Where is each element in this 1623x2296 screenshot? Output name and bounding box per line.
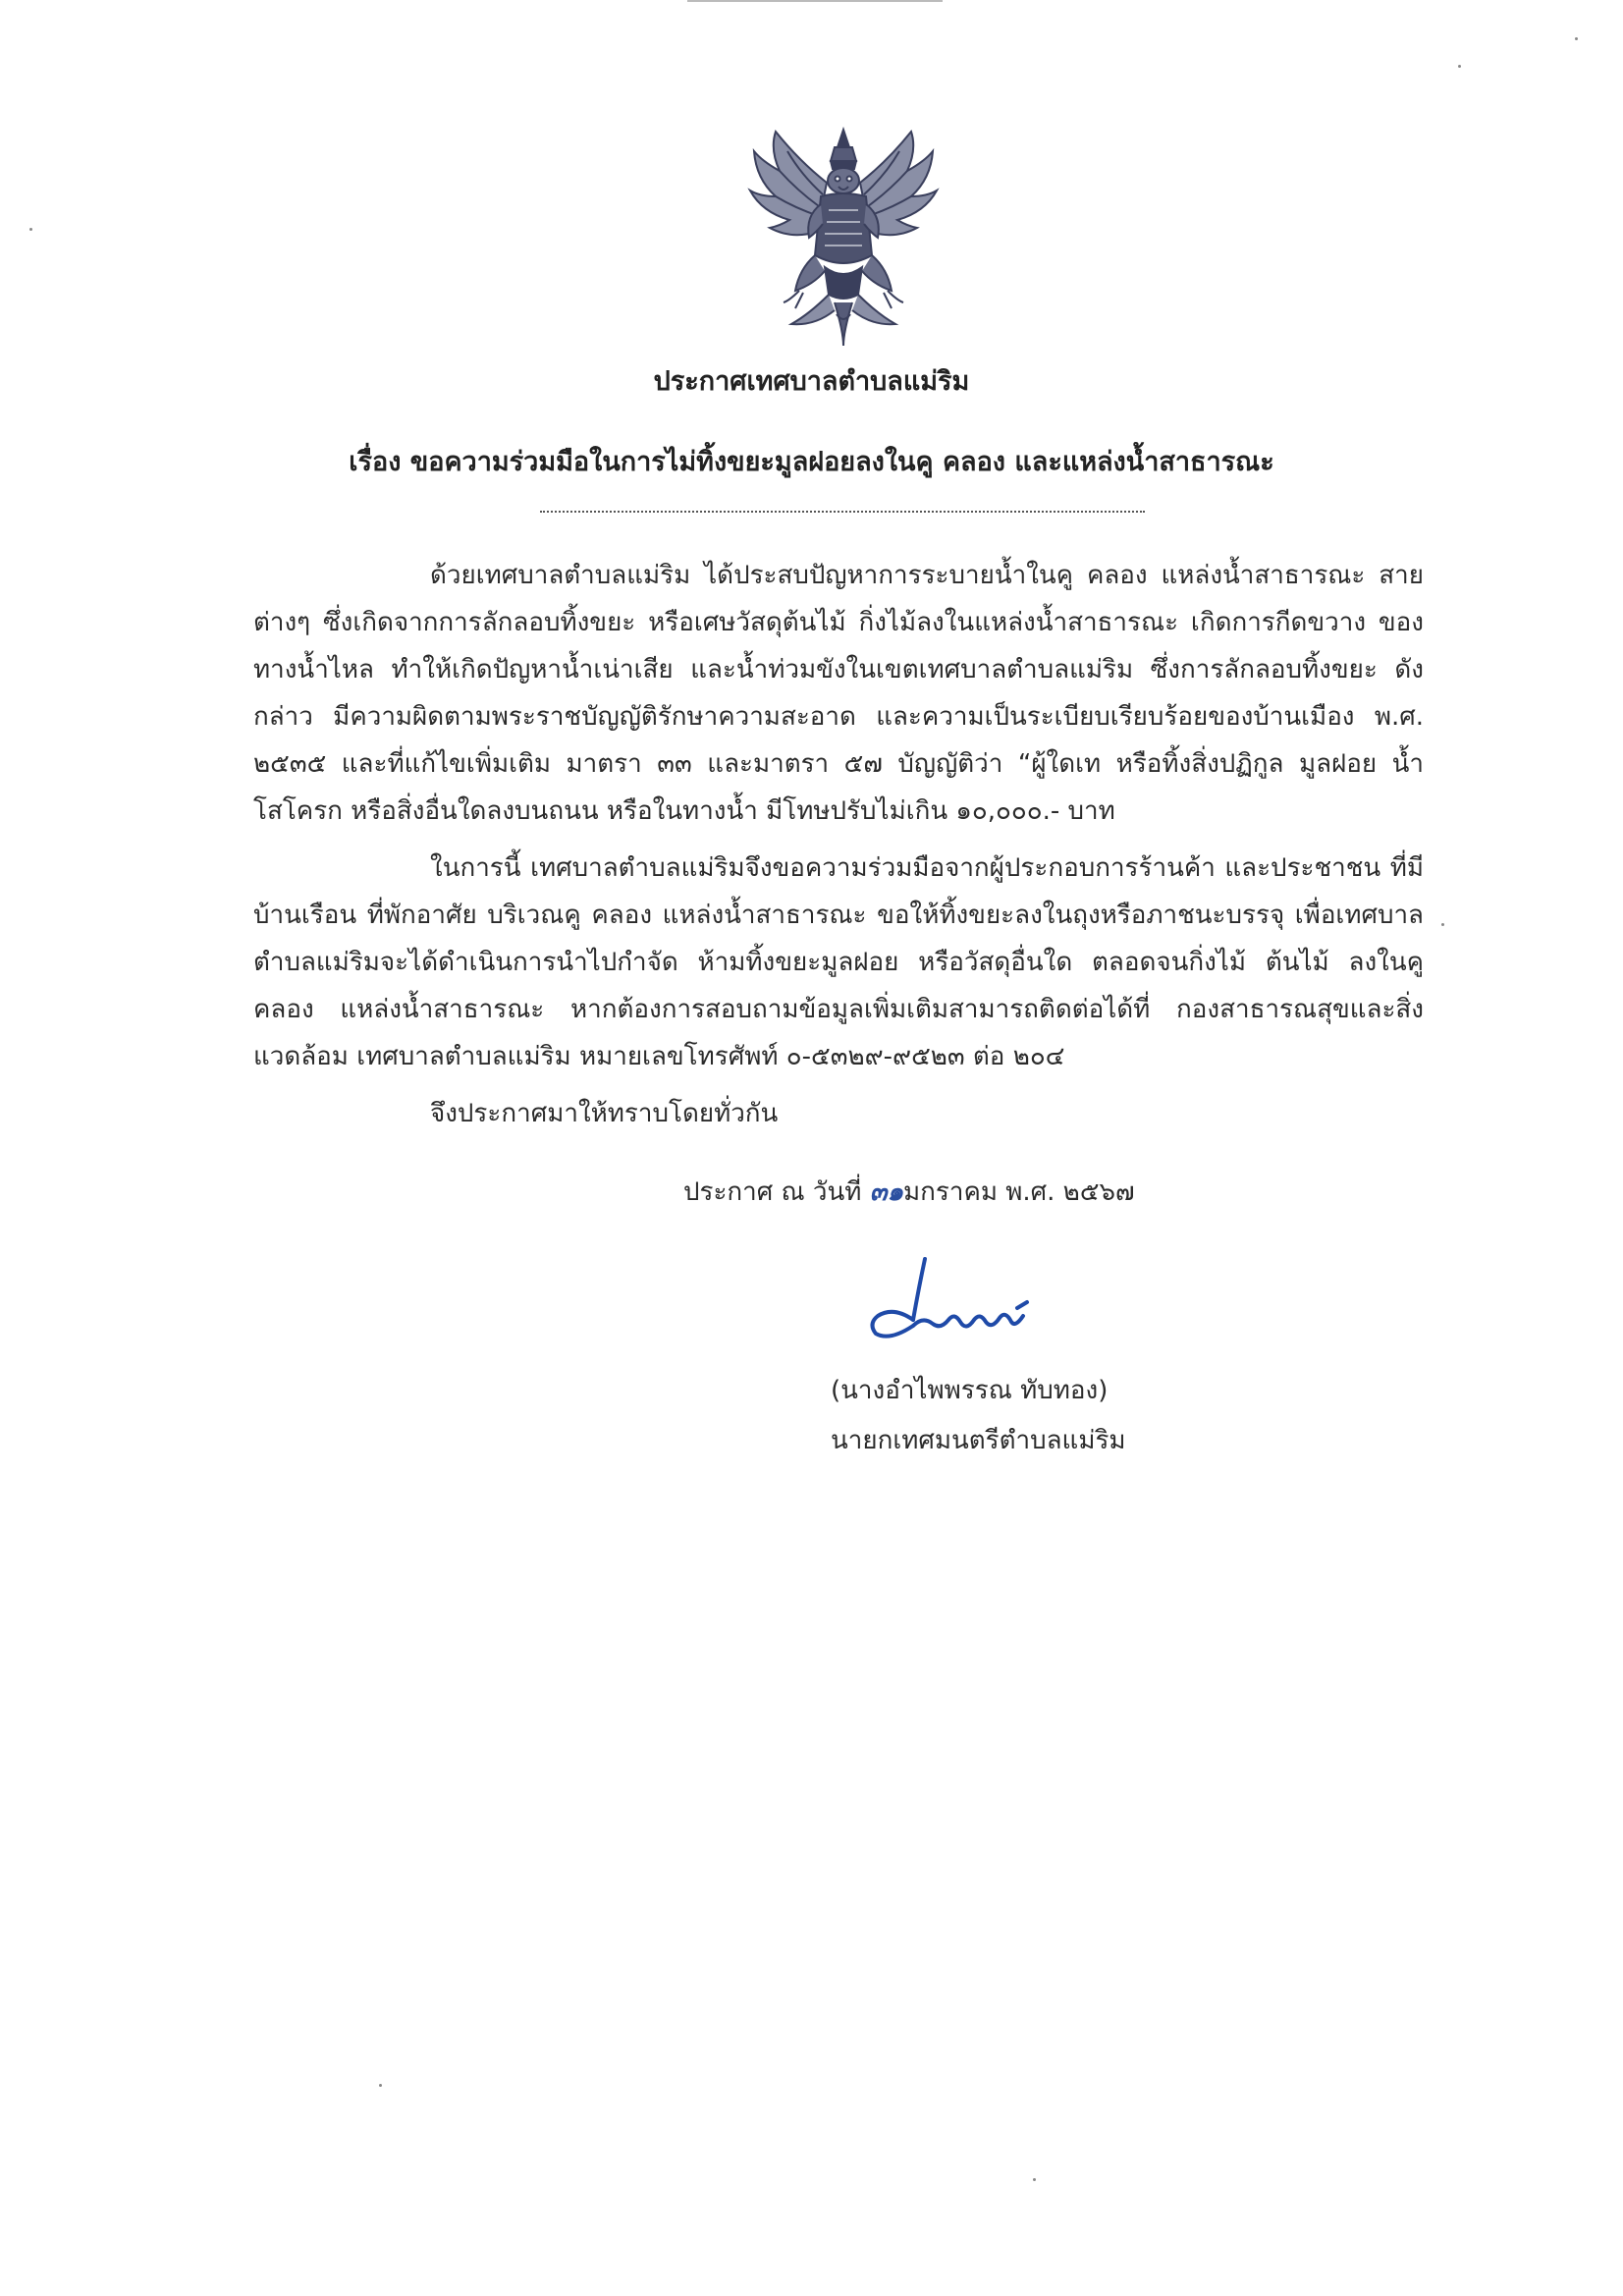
dotted-divider bbox=[540, 511, 1145, 513]
handwritten-signature bbox=[854, 1247, 1051, 1355]
date-month-year: มกราคม พ.ศ. ๒๕๖๗ bbox=[903, 1177, 1135, 1207]
scan-edge-mark bbox=[687, 0, 943, 6]
date-day-handwritten: ๓๑ bbox=[869, 1177, 903, 1207]
date-prefix: ประกาศ ณ วันที่ bbox=[683, 1177, 862, 1207]
scan-speck bbox=[1441, 923, 1444, 926]
signatory-name: (นางอำไพพรรณ ทับทอง) bbox=[831, 1376, 1109, 1405]
scan-speck bbox=[1458, 65, 1461, 68]
scan-speck bbox=[1033, 2178, 1036, 2181]
body-paragraph-2: ในการนี้ เทศบาลตำบลแม่ริมจึงขอความร่วมมือจากผู้ประกอบการร้านค้า และประชาชน ที่มีบ้านเรือน ที่พักอาศัย บริเวณคู คลอง แหล่งน้ำสาธารณะ ขอให้ทิ้งขยะลงในถุงหรือภาชนะบรรจุ เพื่อเทศบาลตำบลแม่ริมจะได้ดำเนินการนำไปกำจัด ห้ามทิ้งขยะมูลฝอย หรือวัสดุอื่นใด ตลอดจนกิ่งไม้ ต้นไม้ ลงในคู คลอง แหล่งน้ำสาธารณะ หากต้องการสอบถามข้อมูลเพิ่มเติมสามารถติดต่อได้ที่ กองสาธารณสุขและสิ่งแวดล้อม เทศบาลตำบลแม่ริม หมายเลขโทรศัพท์ ๐-๕๓๒๙-๙๕๒๓ ต่อ ๒๐๔ bbox=[253, 853, 1424, 1071]
announcement-subject: เรื่อง ขอความร่วมมือในการไม่ทิ้งขยะมูลฝอยลงในคู คลอง และแหล่งน้ำสาธารณะ bbox=[349, 447, 1274, 477]
scan-speck bbox=[29, 228, 32, 231]
garuda-emblem-icon bbox=[740, 122, 947, 350]
announcement-title: ประกาศเทศบาลตำบลแม่ริม bbox=[653, 366, 970, 397]
closing-statement: จึงประกาศมาให้ทราบโดยทั่วกัน bbox=[430, 1099, 779, 1128]
scan-speck bbox=[379, 2084, 382, 2087]
signatory-position: นายกเทศมนตรีตำบลแม่ริม bbox=[831, 1426, 1126, 1455]
body-paragraph-1: ด้วยเทศบาลตำบลแม่ริม ได้ประสบปัญหาการระบายน้ำในคู คลอง แหล่งน้ำสาธารณะ สายต่างๆ ซึ่งเกิดจากการลักลอบทิ้งขยะ หรือเศษวัสดุต้นไม้ กิ่งไม้ลงในแหล่งน้ำสาธารณะ เกิดการกีดขวาง ของทางน้ำไหล ทำให้เกิดปัญหาน้ำเน่าเสีย และน้ำท่วมขังในเขตเทศบาลตำบลแม่ริม ซึ่งการลักลอบทิ้งขยะ ดังกล่าว มีความผิดตามพระราชบัญญัติรักษาความสะอาด และความเป็นระเบียบเรียบร้อยของบ้านเมือง พ.ศ. ๒๕๓๕ และที่แก้ไขเพิ่มเติม มาตรา ๓๓ และมาตรา ๕๗ บัญญัติว่า “ผู้ใดเท หรือทิ้งสิ่งปฏิกูล มูลฝอย น้ำโสโครก หรือสิ่งอื่นใดลงบนถนน หรือในทางน้ำ มีโทษปรับไม่เกิน ๑๐,๐๐๐.- บาท bbox=[253, 561, 1424, 826]
scan-speck bbox=[1575, 37, 1578, 40]
announcement-date bbox=[683, 1169, 1135, 1216]
